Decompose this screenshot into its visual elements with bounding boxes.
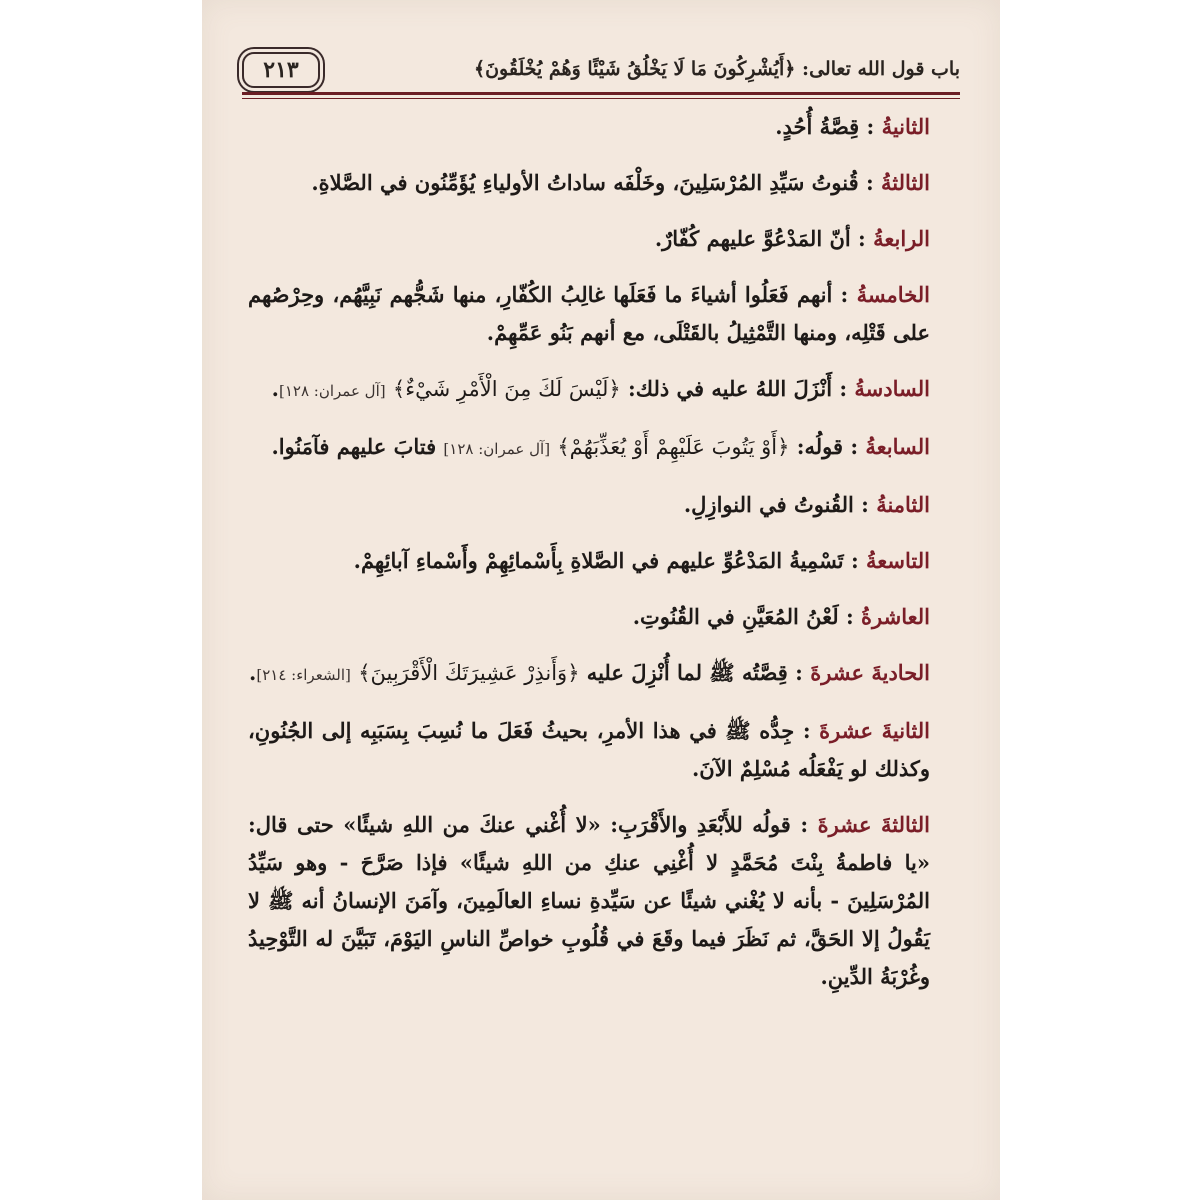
- point-text: قولُه للأَبْعَدِ والأَقْرَبِ: «لا أُغْني عنكَ من اللهِ شيئًا» حتى قال: «يا فاطمةُ بِنْتَ مُحَمَّدٍ لا أُغْنِي عنكِ من اللهِ شيئًا» فإذا صَرَّحَ - وهو سَيِّدُ المُرْسَلِينَ - بأنه لا يُغْني شيئًا عن سَيِّدةِ نساءِ العالَمِينَ، وآمَنَ الإنسانُ أنه ﷺ لا يَقُولُ إلا الحَقَّ، ثم نَظَرَ فيما وقَعَ في قُلُوبِ خواصِّ الناسِ اليَوْمَ، تَبَيَّنَ له التَّوْحِيدُ وغُرْبَةُ الدِّينِ.: [248, 812, 930, 989]
- chapter-verse: ﴿أَيُشْرِكُونَ مَا لَا يَخْلُقُ شَيْئًا وَهُمْ يُخْلَقُونَ﴾: [473, 58, 796, 80]
- point-6: السادسةُ : أَنْزَلَ اللهُ عليه في ذلك: ﴿لَيْسَ لَكَ مِنَ الْأَمْرِ شَيْءٌ﴾ [آل عمران: ١٢٨].: [271, 376, 930, 401]
- verse-reference: [آل عمران: ١٢٨]: [278, 382, 386, 400]
- point-label: التاسعةُ: [866, 548, 930, 573]
- header-rule: [242, 92, 960, 95]
- point-2: الثانيةُ : قِصَّةُ أُحُدٍ.: [775, 114, 930, 139]
- point-text: قِصَّتُه ﷺ لما أُنْزِلَ عليه: [579, 660, 788, 685]
- point-text: جِدُّه ﷺ في هذا الأمرِ، بحيثُ فَعَلَ ما نُسِبَ بِسَبَبِه إلى الجُنُونِ، وكذلك لو يَفْعَلُه مُسْلِمٌ الآنَ.: [248, 718, 930, 781]
- quran-verse: ﴿أَوْ يَتُوبَ عَلَيْهِمْ أَوْ يُعَذِّبَهُمْ﴾: [557, 435, 790, 459]
- point-label: الثانيةُ: [881, 114, 930, 139]
- point-7: السابعةُ : قولُه: ﴿أَوْ يَتُوبَ عَلَيْهِمْ أَوْ يُعَذِّبَهُمْ﴾ [آل عمران: ١٢٨] فتابَ عليهم فآمَنُوا.: [271, 434, 930, 459]
- page-header: [242, 50, 960, 90]
- point-text: أَنْزَلَ اللهُ عليه في ذلك:: [620, 376, 833, 401]
- header-rule-thin: [242, 98, 960, 99]
- point-text: قِصَّةُ أُحُدٍ.: [775, 114, 860, 139]
- point-9: التاسعةُ : تَسْمِيةُ المَدْعُوِّ عليهم في الصَّلاةِ بِأَسْمائِهِمْ وأَسْماءِ آبائِهِمْ.: [353, 548, 930, 573]
- point-tail: .: [249, 660, 257, 685]
- quran-verse: ﴿وَأَنذِرْ عَشِيرَتَكَ الْأَقْرَبِينَ﴾: [358, 661, 580, 685]
- page-body: [248, 108, 930, 996]
- quran-verse: ﴿لَيْسَ لَكَ مِنَ الْأَمْرِ شَيْءٌ﴾: [392, 377, 621, 401]
- point-10: العاشرةُ : لَعْنُ المُعَيَّنِ في القُنُوتِ.: [632, 604, 930, 629]
- point-label: الثامنةُ: [876, 492, 930, 517]
- book-page: [202, 0, 1000, 1200]
- point-label: العاشرةُ: [861, 604, 930, 629]
- point-tail: فتابَ عليهم فآمَنُوا.: [271, 434, 444, 459]
- point-label: السادسةُ: [854, 376, 930, 401]
- chapter-title-text: باب قول الله تعالى:: [795, 58, 960, 80]
- point-4: الرابعةُ : أنّ المَدْعُوَّ عليهم كُفّارٌ.: [654, 226, 930, 251]
- point-3: الثالثةُ : قُنوتُ سَيِّدِ المُرْسَلِينَ، وخَلْفَه ساداتُ الأولياءِ يُؤَمِّنُون في الصَّلاةِ.: [311, 170, 930, 195]
- point-8: الثامنةُ : القُنوتُ في النوازِلِ.: [683, 492, 930, 517]
- point-13: الثالثةَ عشرةَ : قولُه للأَبْعَدِ والأَقْرَبِ: «لا أُغْني عنكَ من اللهِ شيئًا» حتى قال: «يا فاطمةُ بِنْتَ مُحَمَّدٍ لا أُغْنِي عنكِ من اللهِ شيئًا» فإذا صَرَّحَ - وهو سَيِّدُ المُرْسَلِينَ - بأنه لا يُغْني شيئًا عن سَيِّدةِ نساءِ العالَمِينَ، وآمَنَ الإنسانُ أنه ﷺ لا يَقُولُ إلا الحَقَّ، ثم نَظَرَ فيما وقَعَ في قُلُوبِ خواصِّ الناسِ اليَوْمَ، تَبَيَّنَ له التَّوْحِيدُ وغُرْبَةُ الدِّينِ.: [248, 812, 930, 989]
- point-12: الثانيةَ عشرةَ : جِدُّه ﷺ في هذا الأمرِ، بحيثُ فَعَلَ ما نُسِبَ بِسَبَبِه إلى الجُنُونِ، وكذلك لو يَفْعَلُه مُسْلِمٌ الآنَ.: [248, 718, 931, 781]
- point-text: لَعْنُ المُعَيَّنِ في القُنُوتِ.: [632, 604, 839, 629]
- point-tail: .: [271, 376, 279, 401]
- verse-reference: [الشعراء: ٢١٤]: [256, 666, 351, 684]
- point-text: قولُه:: [789, 434, 844, 459]
- point-11: الحاديةَ عشرةَ : قِصَّتُه ﷺ لما أُنْزِلَ عليه ﴿وَأَنذِرْ عَشِيرَتَكَ الْأَقْرَبِينَ﴾ [الشعراء: ٢١٤].: [249, 660, 930, 685]
- point-label: الحاديةَ عشرةَ: [810, 660, 930, 685]
- point-label: السابعةُ: [865, 434, 930, 459]
- point-text: القُنوتُ في النوازِلِ.: [683, 492, 854, 517]
- point-text: تَسْمِيةُ المَدْعُوِّ عليهم في الصَّلاةِ بِأَسْمائِهِمْ وأَسْماءِ آبائِهِمْ.: [353, 548, 844, 573]
- chapter-title: [474, 58, 960, 80]
- point-label: الثالثةَ عشرةَ: [817, 812, 930, 837]
- verse-reference: [آل عمران: ١٢٨]: [443, 440, 551, 458]
- point-text: قُنوتُ سَيِّدِ المُرْسَلِينَ، وخَلْفَه ساداتُ الأولياءِ يُؤَمِّنُون في الصَّلاةِ.: [311, 170, 859, 195]
- point-text: أنهم فَعَلُوا أشياءَ ما فَعَلَها غالِبُ الكُفّارِ، منها شَجُّهم نَبِيَّهُم، وحِرْصُهم على قَتْلِه، ومنها التَّمْثِيلُ بالقَتْلَى، مع أنهم بَنُو عَمِّهِمْ.: [248, 282, 930, 345]
- point-label: الثانيةَ عشرةَ: [819, 718, 931, 743]
- point-label: الثالثةُ: [881, 170, 930, 195]
- point-5: الخامسةُ : أنهم فَعَلُوا أشياءَ ما فَعَلَها غالِبُ الكُفّارِ، منها شَجُّهم نَبِيَّهُم، وحِرْصُهم على قَتْلِه، ومنها التَّمْثِيلُ بالقَتْلَى، مع أنهم بَنُو عَمِّهِمْ.: [248, 282, 930, 345]
- point-label: الخامسةُ: [856, 282, 930, 307]
- point-text: أنّ المَدْعُوَّ عليهم كُفّارٌ.: [654, 226, 851, 251]
- point-label: الرابعةُ: [873, 226, 930, 251]
- page-number: ٢١٣: [242, 52, 320, 88]
